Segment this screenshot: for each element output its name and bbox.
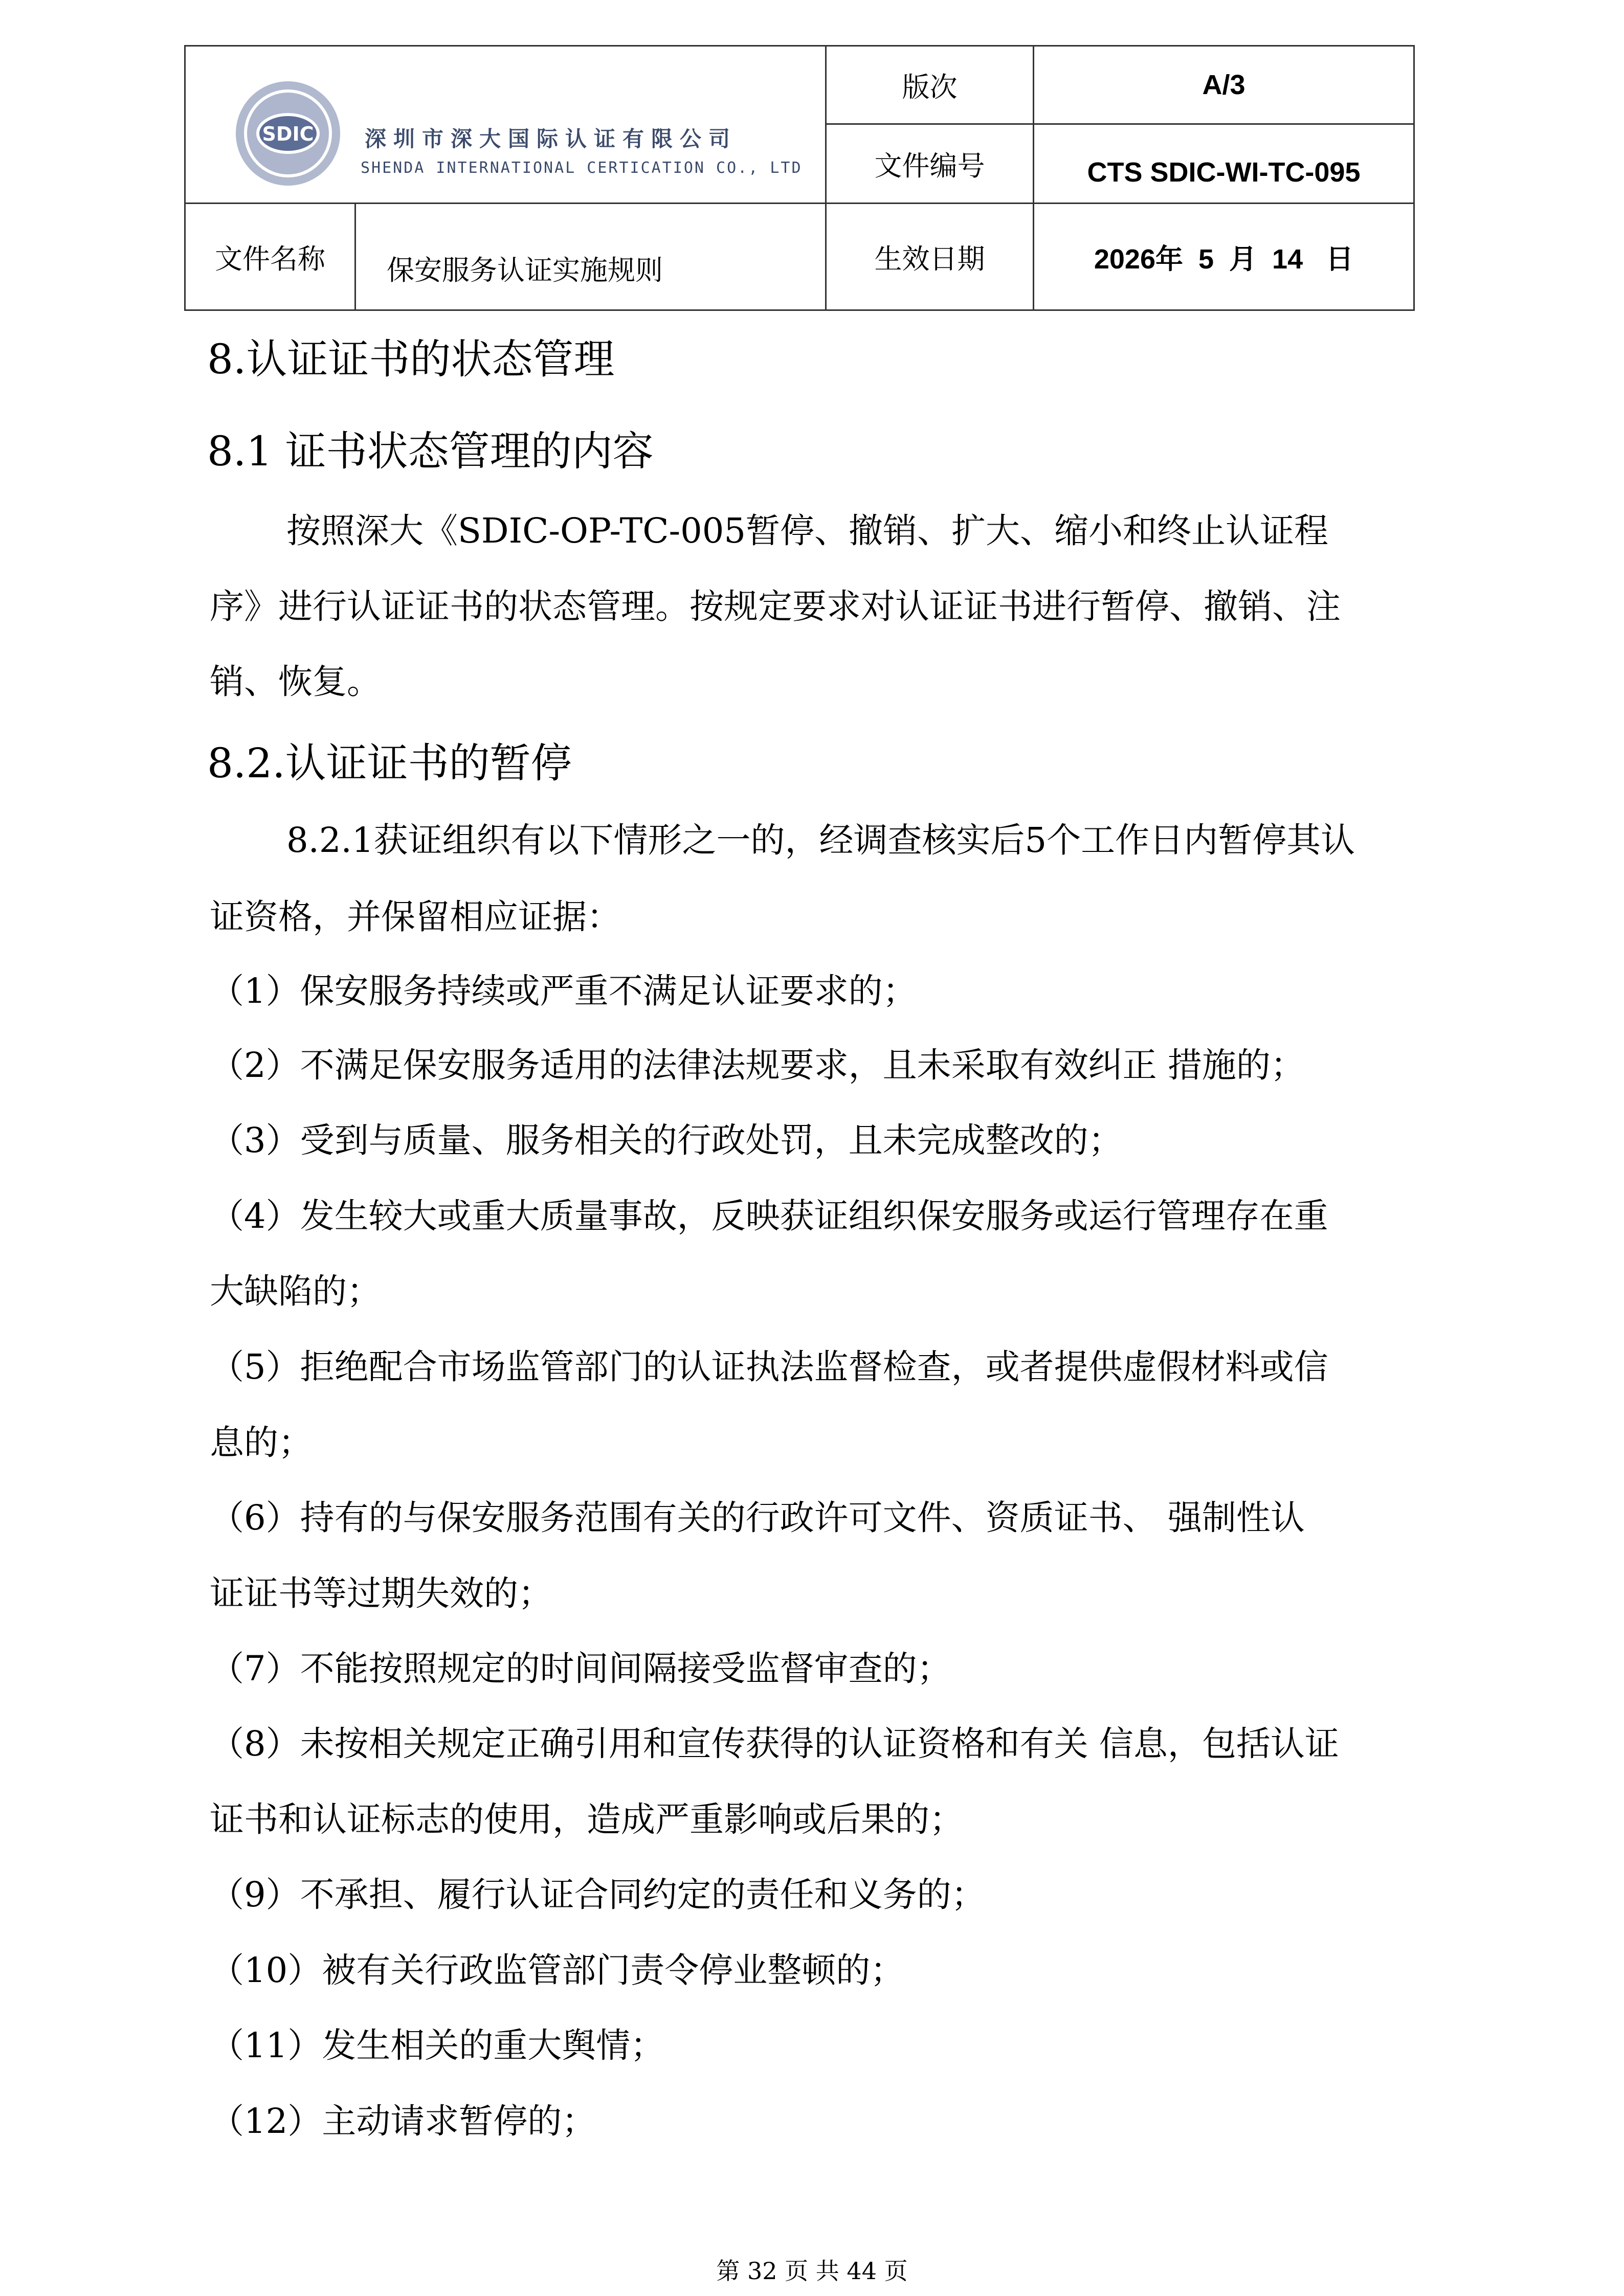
- list-item-4: （4）发生较大或重大质量事故，反映获证组织保安服务或运行管理存在重: [210, 1196, 1328, 1236]
- list-item-2: （2）不满足保安服务适用的法律法规要求，且未采取有效纠正 措施的；: [210, 1045, 1305, 1085]
- document-header-table: [184, 45, 1415, 311]
- sdic-seal-icon: [227, 77, 349, 190]
- list-item-8: （8）未按相关规定正确引用和宣传获得的认证资格和有关 信息，包括认证: [210, 1724, 1339, 1764]
- list-item-7: （7）不能按照规定的时间间隔接受监督审查的；: [210, 1649, 951, 1689]
- document-number-label: 文件编号: [874, 149, 985, 182]
- paragraph-8-2-1-line-1: 8.2.1获证组织有以下情形之一的，经调查核实后5个工作日内暂停其认: [286, 820, 1355, 860]
- list-item-8-continued: 证书和认证标志的使用，造成严重影响或后果的；: [210, 1799, 964, 1839]
- page-number-footer: 第 32 页 共 44 页: [716, 2257, 908, 2285]
- version-label: 版次: [902, 71, 958, 103]
- document-name-label: 文件名称: [215, 242, 325, 275]
- list-item-4-continued: 大缺陷的；: [210, 1271, 381, 1311]
- logo-company-name-cn: 深圳市深大国际认证有限公司: [365, 126, 738, 151]
- effective-date-label: 生效日期: [874, 242, 985, 275]
- paragraph-8-1-line-2: 序》进行认证证书的状态管理。按规定要求对认证证书进行暂停、撤销、注: [210, 587, 1341, 626]
- paragraph-8-2-1-line-2: 证资格，并保留相应证据：: [210, 897, 621, 937]
- list-item-12: （12）主动请求暂停的；: [210, 2101, 596, 2141]
- list-item-1: （1）保安服务持续或严重不满足认证要求的；: [210, 971, 917, 1011]
- list-item-6: （6）持有的与保安服务范围有关的行政许可文件、资质证书、 强制性认: [210, 1498, 1305, 1538]
- paragraph-8-1-line-1: 按照深大《SDIC-OP-TC-005暂停、撤销、扩大、缩小和终止认证程: [286, 511, 1329, 551]
- version-value: A/3: [1202, 70, 1245, 100]
- section-8-2-heading: 8.2.认证证书的暂停: [207, 739, 572, 787]
- list-item-5-continued: 息的；: [210, 1423, 313, 1462]
- paragraph-8-1-line-3: 销、恢复。: [210, 662, 381, 702]
- list-item-5: （5）拒绝配合市场监管部门的认证执法监督检查，或者提供虚假材料或信: [210, 1347, 1328, 1387]
- list-item-6-continued: 证证书等过期失效的；: [210, 1573, 552, 1613]
- section-8-heading: 8.认证证书的状态管理: [207, 335, 615, 383]
- logo-company-name-en: SHENDA INTERNATIONAL CERTICATION CO., LTD: [361, 159, 803, 177]
- list-item-10: （10）被有关行政监管部门责令停业整顿的；: [210, 1950, 905, 1990]
- effective-date-value: 2026年 5 月 14 日: [1094, 243, 1354, 275]
- document-name-value: 保安服务认证实施规则: [387, 254, 663, 286]
- svg-text:SDIC: SDIC: [262, 123, 314, 145]
- list-item-11: （11）发生相关的重大舆情；: [210, 2025, 665, 2065]
- section-8-1-heading: 8.1 证书状态管理的内容: [207, 427, 654, 475]
- company-logo: [227, 77, 803, 190]
- list-item-3: （3）受到与质量、服务相关的行政处罚，且未完成整改的；: [210, 1120, 1123, 1160]
- document-number-value: CTS SDIC-WI-TC-095: [1087, 157, 1361, 188]
- list-item-9: （9）不承担、履行认证合同约定的责任和义务的；: [210, 1875, 986, 1915]
